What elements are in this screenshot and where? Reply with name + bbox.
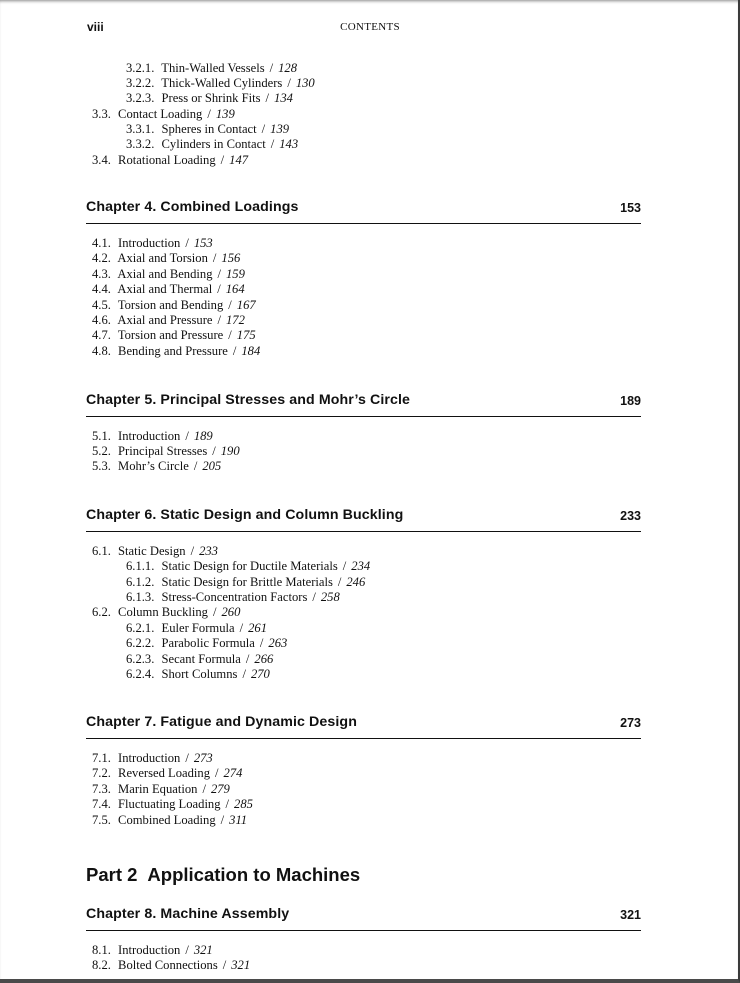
toc-entry[interactable]: 6.2. Column Buckling / 260 [92, 605, 241, 619]
toc-entry[interactable]: 8.1. Introduction / 321 [92, 943, 213, 957]
toc-entry[interactable]: 4.7. Torsion and Pressure / 175 [92, 328, 256, 342]
chapter-page: 321 [620, 908, 641, 922]
part-label: Part 2 [86, 864, 138, 885]
toc-entry[interactable]: 5.1. Introduction / 189 [92, 429, 213, 443]
toc-entry[interactable]: 4.6. Axial and Pressure / 172 [92, 313, 245, 327]
toc-entry[interactable]: 6.2.1. Euler Formula / 261 [126, 621, 267, 635]
toc-entry[interactable]: 4.2. Axial and Torsion / 156 [92, 251, 241, 265]
toc-entry[interactable]: 6.2.4. Short Columns / 270 [126, 667, 270, 681]
chapter-title: Chapter 5. Principal Stresses and Mohr’s Circle [86, 392, 411, 408]
toc-entry[interactable]: 3.3.2. Cylinders in Contact / 143 [126, 137, 299, 151]
toc-entry[interactable]: 7.1. Introduction / 273 [92, 751, 213, 765]
toc-entry[interactable]: 4.3. Axial and Bending / 159 [92, 267, 245, 281]
chapter-heading[interactable] [86, 199, 641, 224]
chapter-heading[interactable] [86, 714, 641, 739]
toc-entry[interactable]: 7.3. Marin Equation / 279 [92, 782, 230, 796]
toc-entry[interactable]: 3.2.2. Thick-Walled Cylinders / 130 [126, 76, 315, 90]
toc-entry[interactable]: 3.4. Rotational Loading / 147 [92, 153, 249, 167]
chapter-heading[interactable] [86, 906, 641, 931]
chapter-page: 153 [620, 201, 641, 215]
page-folio: viii [87, 20, 104, 34]
toc-entry[interactable]: 4.5. Torsion and Bending / 167 [92, 298, 256, 312]
toc-entry[interactable]: 7.2. Reversed Loading / 274 [92, 766, 243, 780]
part-heading[interactable] [86, 864, 360, 886]
chapter-title: Chapter 4. Combined Loadings [86, 199, 299, 215]
toc-entry[interactable]: 4.1. Introduction / 153 [92, 236, 213, 250]
running-head: CONTENTS [340, 21, 400, 33]
toc-entry[interactable]: 6.1.3. Stress-Concentration Factors / 258 [126, 590, 340, 604]
toc-entry[interactable]: 7.5. Combined Loading / 311 [92, 813, 248, 827]
chapter-title: Chapter 6. Static Design and Column Buckling [86, 507, 404, 523]
toc-entry[interactable]: 7.4. Fluctuating Loading / 285 [92, 797, 253, 811]
toc-entry[interactable]: 4.4. Axial and Thermal / 164 [92, 282, 245, 296]
chapter-title: Chapter 7. Fatigue and Dynamic Design [86, 714, 357, 730]
toc-entry[interactable]: 8.2. Bolted Connections / 321 [92, 958, 251, 972]
toc-entry[interactable]: 5.3. Mohr’s Circle / 205 [92, 459, 222, 473]
chapter-heading[interactable] [86, 392, 641, 417]
toc-entry[interactable]: 6.1. Static Design / 233 [92, 544, 218, 558]
toc-entry[interactable]: 6.1.2. Static Design for Brittle Materials / 246 [126, 575, 366, 589]
toc-entry[interactable]: 3.3. Contact Loading / 139 [92, 107, 235, 121]
toc-entry[interactable]: 4.8. Bending and Pressure / 184 [92, 344, 261, 358]
chapter-page: 233 [620, 509, 641, 523]
toc-entry[interactable]: 3.2.3. Press or Shrink Fits / 134 [126, 91, 293, 105]
part-title: Application to Machines [147, 864, 361, 885]
toc-entry[interactable]: 6.2.2. Parabolic Formula / 263 [126, 636, 288, 650]
toc-entry[interactable]: 6.1.1. Static Design for Ductile Materials / 234 [126, 559, 371, 573]
toc-entry[interactable]: 3.3.1. Spheres in Contact / 139 [126, 122, 290, 136]
toc-entry[interactable]: 5.2. Principal Stresses / 190 [92, 444, 240, 458]
chapter-page: 273 [620, 716, 641, 730]
chapter-page: 189 [620, 394, 641, 408]
chapter-title: Chapter 8. Machine Assembly [86, 906, 290, 922]
toc-entry[interactable]: 6.2.3. Secant Formula / 266 [126, 652, 274, 666]
toc-entry[interactable]: 3.2.1. Thin-Walled Vessels / 128 [126, 61, 297, 75]
chapter-heading[interactable] [86, 507, 641, 532]
